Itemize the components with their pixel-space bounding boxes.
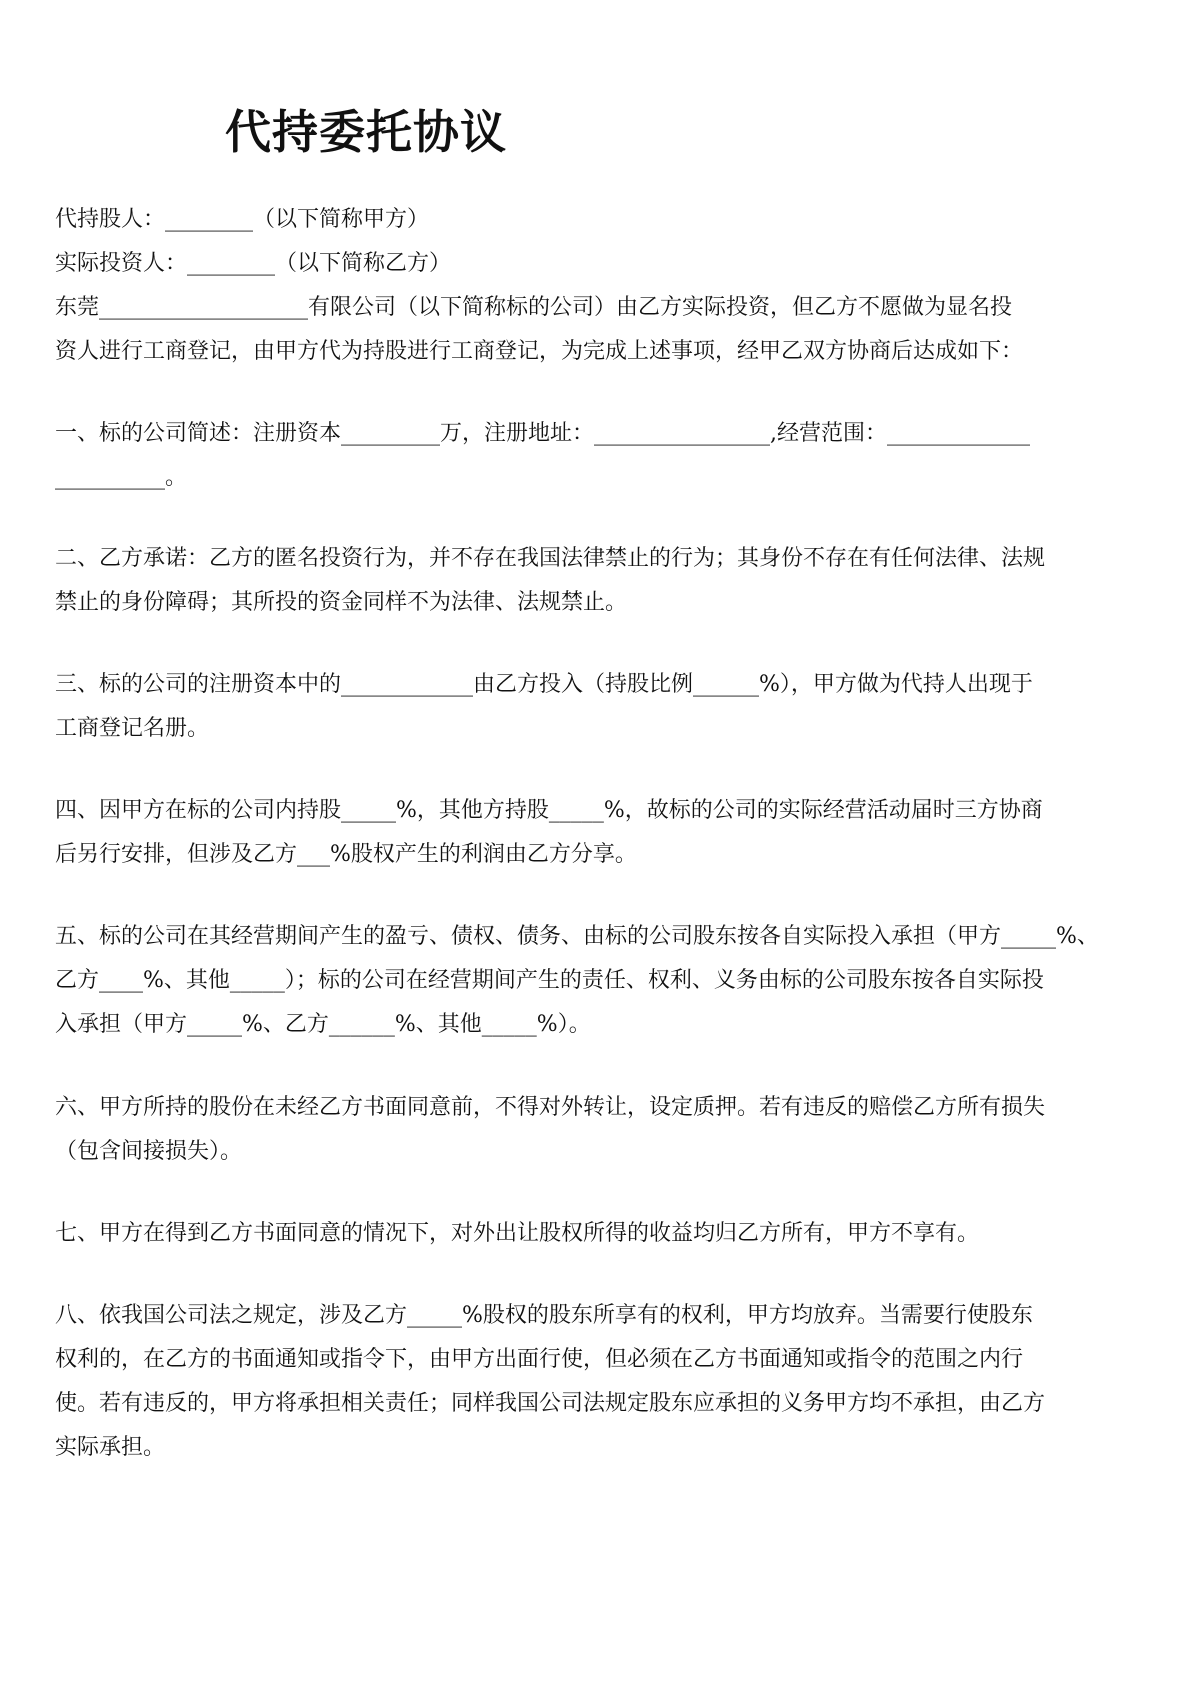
clause-3-line-1: 三、标的公司的注册资本中的____________由乙方投入（持股比例______%），甲方做为代持人出现于: [55, 672, 1033, 697]
clause-8-line-3: 使。若有违反的，甲方将承担相关责任；同样我国公司法规定股东应承担的义务甲方均不承担，由乙方: [55, 1391, 1046, 1416]
clause-6-line-1: 六、甲方所持的股份在未经乙方书面同意前，不得对外转让，设定质押。若有违反的赔偿乙方所有损失: [55, 1095, 1046, 1120]
clause-2-line-1: 二、乙方承诺：乙方的匿名投资行为，并不存在我国法律禁止的行为；其身份不存在有任何法律、法规: [55, 546, 1046, 571]
clause-1-line-1: 一、标的公司简述：注册资本_________万，注册地址：________________,经营范围：_____________: [55, 421, 1030, 446]
clause-4-line-2: 后另行安排，但涉及乙方___%股权产生的利润由乙方分享。: [55, 842, 637, 867]
clause-6-line-2: （包含间接损失）。: [55, 1139, 243, 1164]
clause-2-line-2: 禁止的身份障碍；其所投的资金同样不为法律、法规禁止。: [55, 590, 628, 615]
clause-3-line-2: 工商登记名册。: [55, 716, 210, 741]
clause-8-line-4: 实际承担。: [55, 1435, 166, 1460]
clause-8-line-2: 权利的，在乙方的书面通知或指令下，由甲方出面行使，但必须在乙方书面通知或指令的范围之内行: [55, 1347, 1024, 1372]
clause-5-line-1: 五、标的公司在其经营期间产生的盈亏、债权、债务、由标的公司股东按各自实际投入承担（甲方_____%、: [55, 924, 1099, 949]
party-b-line: 实际投资人：________（以下简称乙方）: [55, 251, 452, 276]
document-title: 代持委托协议: [225, 105, 507, 159]
preamble-line-1: 东莞___________________有限公司（以下简称标的公司）由乙方实际投资，但乙方不愿做为显名投: [55, 295, 1013, 320]
preamble-line-2: 资人进行工商登记，由甲方代为持股进行工商登记，为完成上述事项，经甲乙双方协商后达成如下：: [55, 339, 1024, 364]
clause-5-line-3: 入承担（甲方_____%、乙方______%、其他_____%）。: [55, 1012, 591, 1037]
clause-7-line-1: 七、甲方在得到乙方书面同意的情况下，对外出让股权所得的收益均归乙方所有，甲方不享有。: [55, 1221, 980, 1246]
party-a-line: 代持股人：________（以下简称甲方）: [55, 207, 430, 232]
clause-1-line-2: __________。: [55, 465, 188, 490]
clause-4-line-1: 四、因甲方在标的公司内持股_____%，其他方持股_____%，故标的公司的实际经营活动届时三方协商: [55, 798, 1043, 823]
clause-8-line-1: 八、依我国公司法之规定，涉及乙方_____%股权的股东所享有的权利，甲方均放弃。当需要行使股东: [55, 1303, 1033, 1328]
clause-5-line-2: 乙方____%、其他_____）；标的公司在经营期间产生的责任、权利、义务由标的公司股东按各自实际投: [55, 968, 1044, 993]
